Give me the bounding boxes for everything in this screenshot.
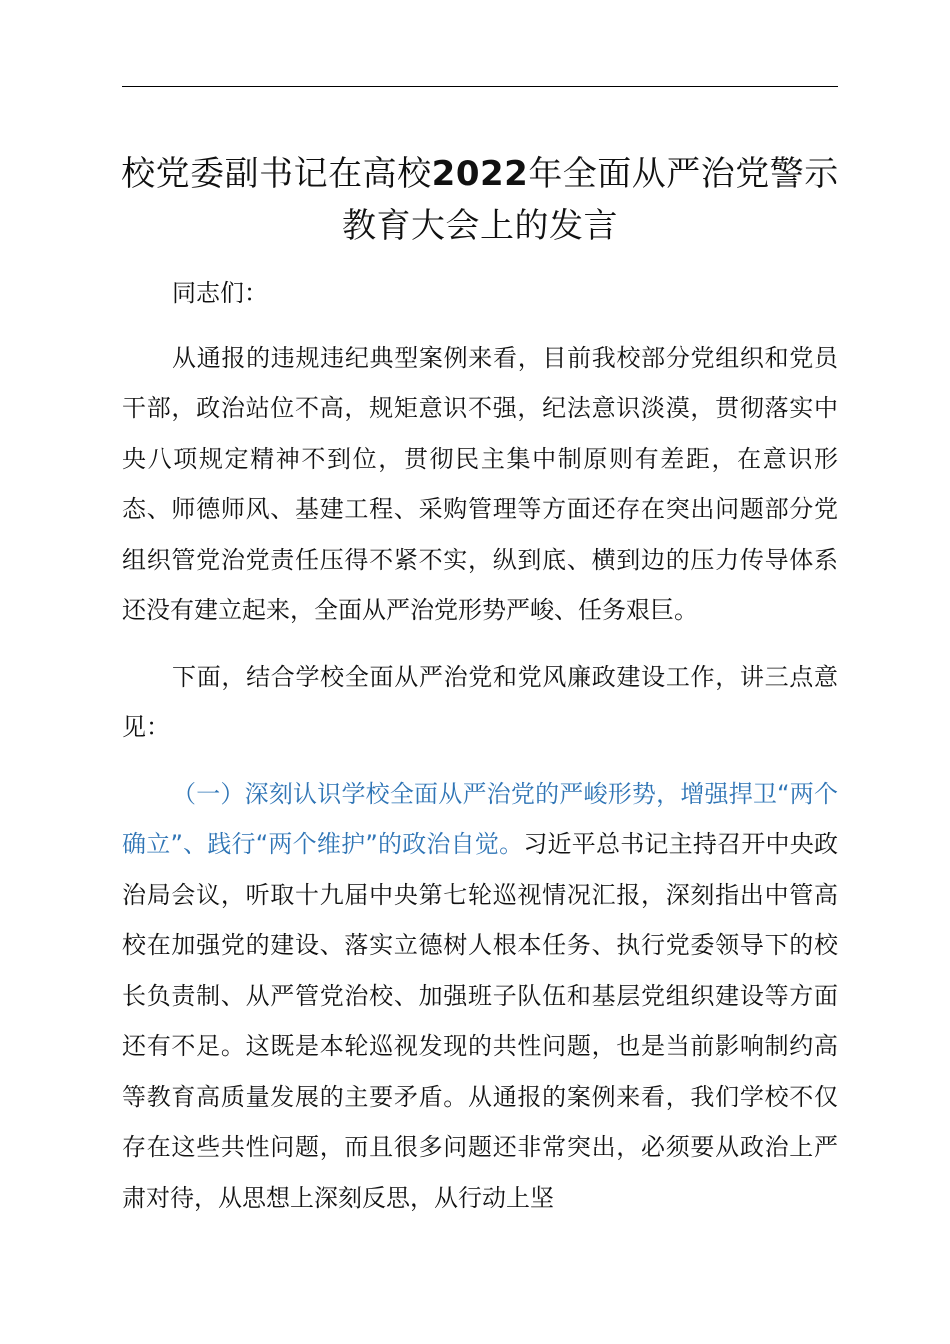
section-1-heading: （一）深刻认识学校全面从严治党的严峻形势，增强捍卫“两个确立”、践行“两个维护”的政治自觉。 bbox=[122, 779, 838, 858]
title-year: 2022 bbox=[431, 154, 529, 194]
header-rule bbox=[122, 86, 838, 87]
salutation: 同志们： bbox=[172, 279, 268, 307]
document-title bbox=[110, 148, 850, 252]
paragraph-2: 下面，结合学校全面从严治党和党风廉政建设工作，讲三点意见： bbox=[122, 662, 838, 741]
title-part-2: 年全面从严治党警示教育大会上的发言 bbox=[342, 154, 839, 246]
section-1-paragraph bbox=[122, 769, 838, 1224]
paragraph-1: 从通报的违规违纪典型案例来看，目前我校部分党组织和党员干部，政治站位不高，规矩意识不强，纪法意识淡漠，贯彻落实中央八项规定精神不到位，贯彻民主集中制原则有差距，在意识形态、师德师风、基建工程、采购管理等方面还存在突出问题部分党组织管党治党责任压得不紧不实，纵到底、横到边的压力传导体系还没有建立起来，全面从严治党形势严峻、任务艰巨。 bbox=[122, 343, 838, 624]
document-body bbox=[122, 268, 838, 1239]
section-1-text: 习近平总书记主持召开中央政治局会议，听取十九届中央第七轮巡视情况汇报，深刻指出中管高校在加强党的建设、落实立德树人根本任务、执行党委领导下的校长负责制、从严管党治校、加强班子队伍和基层党组织建设等方面还有不足。这既是本轮巡视发现的共性问题，也是当前影响制约高等教育高质量发展的主要矛盾。从通报的案例来看，我们学校不仅存在这些共性问题，而且很多问题还非常突出，必须要从政治上严肃对待，从思想上深刻反思，从行动上坚 bbox=[122, 830, 838, 1212]
title-part-1: 校党委副书记在高校 bbox=[121, 154, 432, 194]
